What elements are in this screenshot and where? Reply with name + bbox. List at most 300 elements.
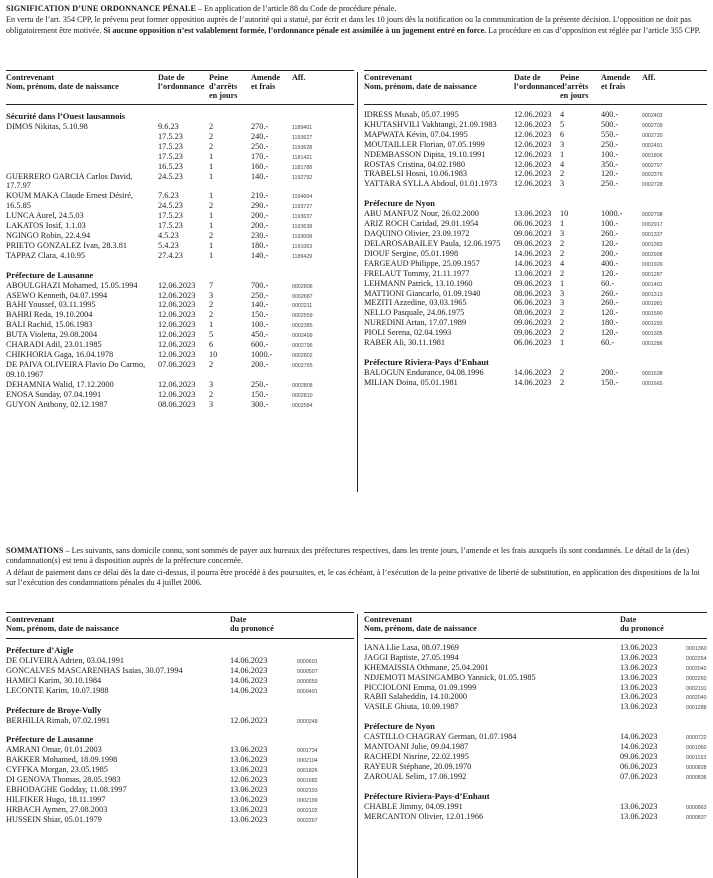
amende-frais: 200.- — [251, 211, 269, 221]
affaire-number: 0002709 — [642, 122, 663, 129]
ordonnance-date: 12.06.2023 — [158, 280, 196, 290]
amende-frais: 250.- — [251, 290, 269, 300]
offender-name: KHUTASHVILI Vakhtangi, 21.09.1983 — [364, 119, 497, 129]
group-rows — [364, 110, 707, 189]
header-peine: Peine — [209, 73, 229, 82]
amende-frais: 230.- — [251, 230, 269, 240]
prononce-date: 13.06.2023 — [620, 682, 658, 692]
ordonnance-date: 12.06.2023 — [514, 110, 552, 119]
offender-name: BAHRI Reda, 19.10.2004 — [6, 310, 93, 320]
ordonnance-date: 17.5.23 — [158, 221, 183, 231]
affaire-number: 1181788 — [292, 164, 313, 171]
header-amende: Amende — [251, 73, 281, 82]
group-rows — [364, 802, 707, 822]
offender-name: HRBACH Aymen, 27.08.2003 — [6, 804, 108, 814]
amende-frais: 100.- — [251, 320, 269, 330]
offender-name: NDEMBASSON Dipita, 19.10.1991 — [364, 149, 486, 159]
prononce-date: 13.06.2023 — [620, 692, 658, 702]
offender-name: DE OLIVEIRA Adrien, 03.04.1991 — [6, 656, 124, 665]
table-header — [364, 70, 707, 105]
amende-frais: 250.- — [251, 141, 269, 151]
peine-jours: 3 — [209, 379, 214, 389]
table-row — [364, 298, 707, 308]
table-row — [6, 795, 354, 805]
group-title: Préfecture Riviera-Pays d’Enhaut — [364, 356, 489, 367]
affaire-number: 0000836 — [686, 774, 707, 781]
peine-jours: 1 — [560, 338, 565, 348]
column-divider — [357, 614, 358, 878]
peine-jours: 2 — [209, 310, 214, 320]
header-aff: Aff. — [642, 73, 656, 82]
table-row — [364, 732, 707, 742]
ordonnance-date: 06.06.2023 — [514, 298, 552, 308]
header-arrets: d’arrêts — [560, 82, 589, 91]
amende-frais: 260.- — [601, 229, 619, 239]
ordonnance-date: 12.06.2023 — [158, 350, 196, 359]
peine-jours: 2 — [209, 201, 214, 211]
affaire-number: 0001401 — [642, 281, 663, 288]
affaire-number: 0002806 — [292, 283, 313, 290]
table-row — [364, 279, 707, 289]
table-row — [364, 219, 707, 229]
table-row — [364, 692, 707, 702]
table-row — [364, 289, 707, 299]
affaire-number: 0001981 — [642, 301, 663, 308]
header-aff: Aff. — [292, 73, 306, 82]
offender-name: VASILE Ghiuta, 10.09.1987 — [364, 702, 459, 712]
offender-name: MEZITI Azzedine, 03.03.1965 — [364, 298, 467, 308]
ordonnance-date: 24.5.23 — [158, 201, 183, 211]
table-row — [6, 231, 354, 241]
header-amende: Amende — [601, 73, 631, 82]
table-row — [6, 765, 354, 775]
prononce-date: 13.06.2023 — [620, 811, 658, 821]
table-row — [6, 775, 354, 785]
ordonnance-date: 09.06.2023 — [514, 238, 552, 248]
affaire-number: 0000828 — [686, 764, 707, 771]
group-rows — [364, 732, 707, 781]
affaire-number: 0001287 — [642, 271, 663, 278]
ordonnance-date: 16.5.23 — [158, 161, 183, 171]
table-row — [6, 785, 354, 795]
offender-name: DELAROSABAILEY Paula, 12.06.1975 — [364, 238, 501, 248]
amende-frais: 260.- — [601, 298, 619, 308]
table-row — [6, 745, 354, 755]
peine-jours: 1 — [209, 240, 214, 250]
amende-frais: 250.- — [601, 139, 619, 149]
prononce-date: 13.06.2023 — [230, 785, 268, 795]
table-row — [364, 110, 707, 120]
header-jours: en jours — [560, 91, 589, 100]
affaire-number: 0001383 — [642, 241, 663, 248]
prononce-date: 14.06.2023 — [230, 665, 268, 675]
peine-jours: 2 — [209, 230, 214, 240]
offender-name: LAKATOS Iosif, 1.1.03 — [6, 221, 86, 231]
table-row — [6, 755, 354, 765]
amende-frais: 120.- — [601, 308, 619, 318]
table-row — [364, 702, 707, 712]
peine-jours: 5 — [209, 330, 214, 340]
peine-jours: 1 — [209, 171, 214, 181]
peine-jours: 3 — [209, 399, 214, 409]
ordonnance-date: 12.06.2023 — [514, 129, 552, 139]
ordonnance-title-suffix: – En application de l’article 88 du Code de procédure pénale. — [195, 4, 397, 13]
prononce-date: 13.06.2023 — [620, 652, 658, 662]
affaire-number: 0001305 — [642, 331, 663, 338]
offender-name: DAQUINO Olivier, 23.09.1972 — [364, 229, 470, 239]
ordonnance-title: SIGNIFICATION D’UNE ORDONNANCE PÉNALE — [6, 4, 196, 13]
amende-frais: 350.- — [601, 159, 619, 169]
table-row — [364, 643, 707, 653]
offender-name: ABU MANFUZ Nour, 26.02.2000 — [364, 209, 479, 219]
header-nom: Nom, prénom, date de naissance — [6, 624, 119, 633]
offender-name: ROSTAS Cristina, 04.02.1980 — [364, 159, 465, 169]
table-row — [6, 221, 354, 231]
header-ordonnance: l’ordonnance — [158, 82, 205, 91]
group-rows — [6, 745, 354, 824]
peine-jours: 1 — [209, 161, 214, 171]
ordonnance-date: 09.06.2023 — [514, 318, 552, 328]
group-rows — [6, 281, 354, 410]
affaire-number: 0001665 — [642, 380, 663, 387]
table-row — [364, 269, 707, 279]
sommations-paragraph-2: A défaut de paiement dans ce délai dès la date ci-dessus, il pourra être procédé à des poursuites, et, le cas échéant, à l’exécution de la peine privative de liberté de substitution, en application des dispositions de la loi sur l’exécution des condamnations pénales du 4 juillet 2006. — [6, 567, 700, 588]
affaire-number: 0002199 — [297, 797, 318, 804]
affaire-number: 0002584 — [292, 402, 313, 409]
affaire-number: 1194604 — [292, 194, 313, 201]
peine-jours: 3 — [560, 229, 565, 239]
offender-name: ZAROUAL Selim, 17.06.1992 — [364, 771, 467, 781]
offender-name: MATTIONI Giancarlo, 01.09.1940 — [364, 288, 481, 298]
amende-frais: 180.- — [601, 318, 619, 328]
peine-jours: 1 — [209, 221, 214, 231]
amende-frais: 140.- — [251, 300, 269, 310]
offender-name: BERHILIA Rimah, 07.02.1991 — [6, 715, 110, 725]
sommations-intro — [6, 546, 707, 590]
offender-name: RABER Ali, 30.11.1981 — [364, 338, 446, 348]
amende-frais: 170.- — [251, 151, 269, 161]
peine-jours: 2 — [560, 318, 565, 328]
table-row — [6, 241, 354, 251]
offender-name: NDJEMOTI MASINGAMBO Yannick, 01.05.1985 — [364, 672, 536, 682]
affaire-number: 0000559 — [297, 678, 318, 685]
amende-frais: 1000.- — [601, 209, 623, 219]
prononce-date: 14.06.2023 — [230, 685, 268, 695]
ordonnance-date: 09.06.2023 — [514, 229, 552, 239]
peine-jours: 1 — [560, 149, 565, 159]
offender-name: MANTOANI Julie, 09.04.1987 — [364, 742, 469, 752]
peine-jours: 3 — [560, 298, 565, 308]
table-row — [6, 122, 354, 172]
table-row — [364, 368, 707, 378]
table-row — [364, 802, 707, 812]
table-row — [364, 378, 707, 388]
peine-jours: 2 — [560, 328, 565, 338]
table-row — [6, 211, 354, 221]
peine-jours: 1 — [560, 219, 565, 229]
offender-name: HAMICI Karim, 30.10.1984 — [6, 675, 102, 685]
offender-name: HUSSEIN Shiar, 05.01.1979 — [6, 814, 102, 824]
peine-jours: 1 — [209, 191, 214, 201]
affaire-number: 1191063 — [292, 243, 313, 250]
table-row — [364, 752, 707, 762]
ordonnance-date: 12.06.2023 — [158, 300, 196, 310]
header-frais: et frais — [601, 82, 626, 91]
table-row — [6, 291, 354, 301]
peine-jours: 2 — [209, 141, 214, 151]
offender-name: BALI Rachid, 15.06.1983 — [6, 320, 93, 330]
table-row — [6, 666, 354, 676]
prononce-date: 07.06.2023 — [620, 771, 658, 781]
table-row — [364, 328, 707, 338]
table-row — [364, 130, 707, 140]
offender-name: PICCIOLONI Emma, 01.09.1999 — [364, 682, 477, 692]
affaire-number: 0001286 — [642, 341, 663, 348]
group-title: Préfecture de Broye-Vully — [6, 704, 102, 715]
affaire-number: 0002708 — [642, 212, 663, 219]
header-nom: Nom, prénom, date de naissance — [364, 82, 477, 91]
ordonnance-date: 7.6.23 — [158, 191, 179, 201]
ordonnance-date: 09.06.2023 — [514, 328, 552, 338]
table-row — [364, 683, 707, 693]
amende-frais: 150.- — [601, 377, 619, 387]
peine-jours: 1 — [209, 151, 214, 161]
ordonnance-paragraph-a: En vertu de l’art. 354 CPP, le prévenu peut former opposition auprès de l’autorité qui a statué, par écrit et dans les 10 jours dès la notification ou la communication de la présente décision. L’opposition ne doit pas obligatoirement être motivée. — [6, 15, 692, 35]
table-row — [364, 150, 707, 160]
offender-name: NGINGO Robin, 22.4.94 — [6, 230, 91, 240]
ordonnance-date: 12.06.2023 — [158, 310, 196, 320]
amende-frais: 150.- — [251, 310, 269, 320]
ordonnance-left-column — [6, 70, 354, 409]
amende-frais: 120.- — [601, 169, 619, 179]
offender-name: KOUM MAKA Claude Ernest Désiré, 16.5.85 — [6, 191, 133, 211]
offender-name: DI GENOVA Thomas, 28.05.1983 — [6, 775, 121, 785]
header-contrevenant: Contrevenant — [364, 615, 413, 624]
column-divider — [357, 72, 358, 492]
amende-frais: 400.- — [601, 258, 619, 268]
offender-name: IANA Llie Lasa, 08.07.1969 — [364, 643, 459, 652]
ordonnance-date: 13.06.2023 — [514, 209, 552, 219]
ordonnance-date: 12.06.2023 — [158, 340, 196, 350]
header-frais: et frais — [251, 82, 276, 91]
peine-jours: 4 — [560, 258, 565, 268]
peine-jours: 3 — [560, 288, 565, 298]
sommations-left-column — [6, 612, 354, 825]
prononce-date: 09.06.2023 — [620, 752, 658, 762]
header-contrevenant: Contrevenant — [6, 615, 55, 624]
peine-jours: 6 — [209, 340, 214, 350]
affaire-number: 0002796 — [292, 343, 313, 350]
affaire-number: 0002102 — [297, 807, 318, 814]
prononce-date: 13.06.2023 — [230, 755, 268, 765]
offender-name: MOUTAILLER Florian, 07.05.1999 — [364, 139, 485, 149]
group-title: Préfecture de Nyon — [364, 721, 435, 732]
peine-jours: 1 — [209, 250, 214, 260]
affaire-number: 0000837 — [686, 814, 707, 821]
affaire-number: 0002917 — [642, 222, 663, 229]
table-row — [6, 380, 354, 390]
peine-jours: 2 — [560, 367, 565, 377]
affaire-number: 1193628 — [292, 144, 313, 151]
group-rows — [364, 643, 707, 712]
amende-frais: 120.- — [601, 268, 619, 278]
affaire-number: 1181421 — [292, 154, 313, 161]
sommations-right-column — [364, 612, 707, 821]
offender-name: TRABELSI Hosni, 10.06.1983 — [364, 169, 468, 179]
header-jours: en jours — [209, 91, 238, 100]
table-row — [364, 762, 707, 772]
table-row — [6, 360, 354, 380]
table-row — [6, 676, 354, 686]
peine-jours: 2 — [209, 389, 214, 399]
amende-frais: 260.- — [601, 288, 619, 298]
affaire-number: 0002040 — [686, 695, 707, 702]
amende-frais: 300.- — [251, 399, 269, 409]
affaire-number: 0002491 — [642, 142, 663, 149]
ordonnance-date: 14.06.2023 — [514, 258, 552, 268]
prononce-date: 13.06.2023 — [620, 643, 658, 652]
prononce-date: 14.06.2023 — [230, 656, 268, 665]
affaire-number: 0002802 — [292, 353, 313, 359]
affaire-number: 1193627 — [292, 134, 313, 141]
ordonnance-date: 12.06.2023 — [514, 149, 552, 159]
group-title: Préfecture de Lausanne — [6, 734, 94, 745]
ordonnance-intro — [6, 4, 707, 37]
peine-jours: 1 — [560, 278, 565, 288]
offender-name: RACHEDI Nisrine, 22.02.1995 — [364, 752, 469, 762]
offender-name: PRIETO GONZALEZ Ivan, 28.3.81 — [6, 240, 128, 250]
affaire-number: 0002191 — [686, 685, 707, 692]
table-row — [6, 310, 354, 320]
prononce-date: 14.06.2023 — [230, 675, 268, 685]
table-row — [364, 812, 707, 822]
offender-name: ARIZ ROCH Caridad, 29.01.1954 — [364, 219, 479, 229]
affaire-number: 0000722 — [686, 735, 707, 742]
offender-name: DE PAIVA OLIVEIRA Flavio Do Carmo, 09.10.1967 — [6, 359, 146, 379]
group-rows — [364, 209, 707, 348]
affaire-number: 0001826 — [297, 768, 318, 775]
peine-jours: 3 — [560, 179, 565, 189]
amende-frais: 700.- — [251, 280, 269, 290]
amende-frais: 150.- — [251, 389, 269, 399]
offender-name: CHARADI Adil, 23.01.1985 — [6, 340, 102, 350]
offender-name: BAKKER Mohamed, 18.09.1998 — [6, 755, 118, 765]
table-row — [364, 663, 707, 673]
ordonnance-date: 12.06.2023 — [158, 379, 196, 389]
offender-name: ABOULGHAZI Mohamed, 15.05.1994 — [6, 280, 138, 290]
affaire-number: 0001638 — [642, 370, 663, 377]
offender-name: CHIKHORIA Gaga, 16.04.1978 — [6, 350, 114, 359]
offender-name: FARGEAUD Philippe, 25.09.1957 — [364, 258, 480, 268]
ordonnance-date: 17.5.23 — [158, 141, 183, 151]
amende-frais: 400.- — [601, 110, 619, 119]
table-row — [6, 340, 354, 350]
header-date: Date de — [158, 73, 185, 82]
affaire-number: 0002385 — [292, 323, 313, 330]
offender-name: RAYEUR Stéphane, 20.09.1970 — [364, 761, 472, 771]
table-row — [364, 673, 707, 683]
amende-frais: 1000.- — [251, 350, 273, 359]
table-row — [364, 249, 707, 259]
table-row — [364, 338, 707, 348]
header-ordonnance: l’ordonnance — [514, 82, 561, 91]
offender-name: MILIAN Doina, 05.01.1981 — [364, 377, 458, 387]
ordonnance-date: 12.06.2023 — [158, 290, 196, 300]
table-row — [6, 172, 354, 192]
ordonnance-date: 12.06.2023 — [514, 119, 552, 129]
table-row — [6, 320, 354, 330]
prononce-date: 13.06.2023 — [230, 794, 268, 804]
peine-jours: 2 — [209, 131, 214, 141]
header-arrets: d’arrêts — [209, 82, 238, 91]
table-row — [364, 742, 707, 752]
affaire-number: 0001050 — [686, 745, 707, 752]
peine-jours: 2 — [209, 300, 214, 310]
header-prononce: du prononcé — [230, 624, 274, 633]
ordonnance-date: 12.06.2023 — [514, 159, 552, 169]
amende-frais: 200.- — [251, 359, 269, 369]
header-prononce: du prononcé — [620, 624, 664, 633]
table-row — [6, 716, 354, 726]
offender-name: CYFFKA Morgan, 23.05.1985 — [6, 765, 108, 775]
affaire-number: 0001337 — [642, 232, 663, 239]
affaire-number: 0002908 — [642, 251, 663, 258]
affaire-number: 1189429 — [292, 253, 313, 260]
amende-frais: 290.- — [251, 201, 269, 211]
peine-jours: 2 — [560, 377, 565, 387]
prononce-date: 12.06.2023 — [230, 715, 268, 725]
table-row — [364, 653, 707, 663]
ordonnance-date: 08.06.2023 — [514, 288, 552, 298]
offender-name: FRELAUT Tommy, 21.11.1977 — [364, 268, 470, 278]
ordonnance-date: 09.06.2023 — [514, 278, 552, 288]
amende-frais: 140.- — [251, 250, 269, 260]
affaire-number: 0002042 — [686, 665, 707, 672]
amende-frais: 140.- — [251, 171, 269, 181]
ordonnance-paragraph-c: La procédure en cas d’opposition est réglée par l’article 355 CPP. — [486, 25, 701, 35]
offender-name: YATTARA SYLLA Abdoul, 01.01.1973 — [364, 179, 498, 189]
ordonnance-date: 14.06.2023 — [514, 248, 552, 258]
peine-jours: 2 — [560, 308, 565, 318]
table-row — [364, 308, 707, 318]
affaire-number: 0002260 — [686, 675, 707, 682]
ordonnance-date: 14.06.2023 — [514, 377, 552, 387]
offender-name: DEHAMNIA Walid, 17.12.2000 — [6, 379, 114, 389]
header-contrevenant: Contrevenant — [6, 73, 55, 82]
offender-name: KHEMAISSIA Othmane, 25.04.2001 — [364, 662, 489, 672]
ordonnance-paragraph-bold: Si aucune opposition n’est valablement formée, l’ordonnance pénale est assimilée à un jugement entré en force. — [103, 25, 487, 35]
affaire-number: 1193637 — [292, 214, 313, 221]
affaire-number: 0000248 — [297, 718, 318, 725]
amende-frais: 240.- — [251, 131, 269, 141]
offender-name: MERCANTON Olivier, 12.01.1966 — [364, 811, 484, 821]
peine-jours: 2 — [560, 248, 565, 258]
table-row — [364, 179, 707, 189]
affaire-number: 0001313 — [642, 291, 663, 298]
affaire-number: 0002720 — [642, 132, 663, 139]
peine-jours: 2 — [209, 122, 214, 131]
offender-name: LEHMANN Patrick, 13.10.1960 — [364, 278, 473, 288]
offender-name: TAPPAZ Clara, 4.10.95 — [6, 250, 86, 260]
prononce-date: 13.06.2023 — [230, 745, 268, 755]
peine-jours: 4 — [560, 110, 565, 119]
group-title: Préfecture de Nyon — [364, 198, 435, 209]
ordonnance-date: 08.06.2023 — [158, 399, 196, 409]
peine-jours: 2 — [560, 268, 565, 278]
amende-frais: 600.- — [251, 340, 269, 350]
offender-name: IDRESS Musab, 05.07.1995 — [364, 110, 459, 119]
offender-name: AMRANI Omar, 01.01.2003 — [6, 745, 102, 755]
